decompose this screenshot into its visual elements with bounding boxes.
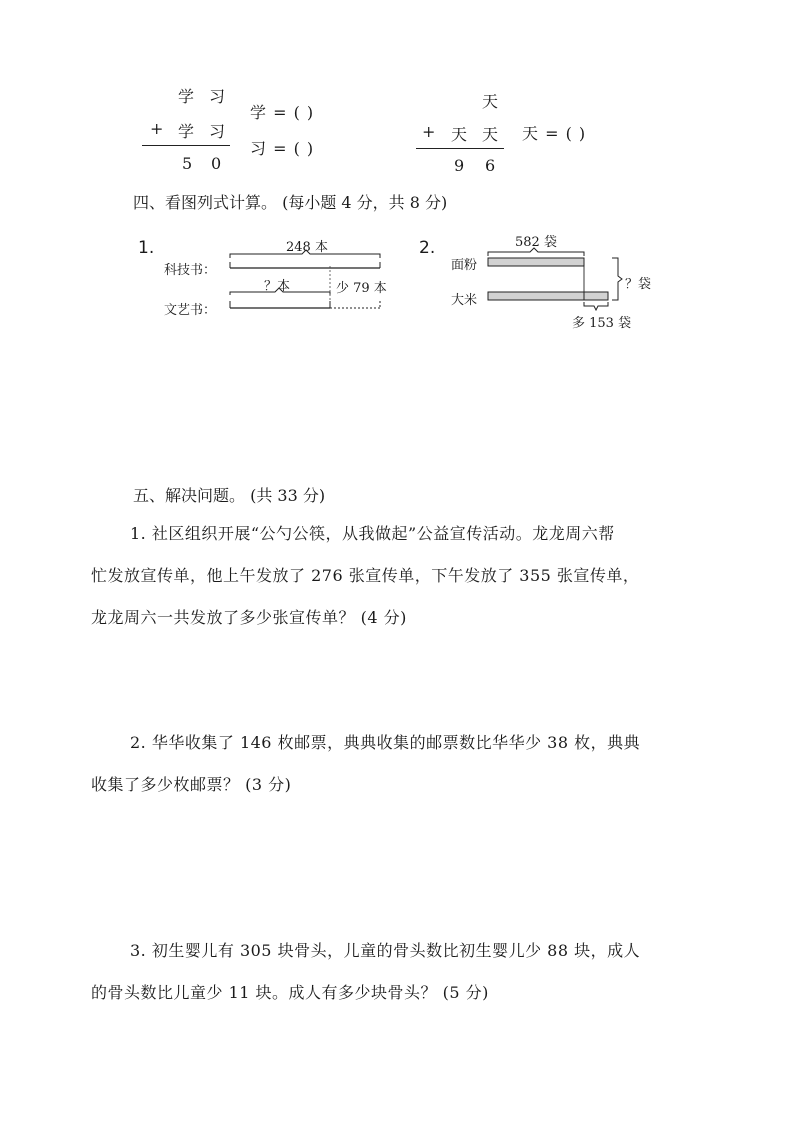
diagram2-row1-bar	[488, 258, 584, 266]
diagram1-total-label: 248 本	[286, 240, 328, 255]
diagram1-top-brace	[230, 250, 380, 258]
diagram1-number: 1.	[138, 238, 155, 258]
diagram2-top-brace	[488, 248, 584, 256]
puzzle2-bottom-digit2: 天	[482, 125, 499, 144]
diagram2-flour-label: 582 袋	[515, 235, 557, 250]
puzzle1-answer-2: 习 = ( )	[250, 139, 315, 158]
question1-line2: 忙发放宣传单，他上午发放了 276 张宣传单，下午发放了 355 张宣传单，	[91, 566, 640, 585]
puzzle1-top-digit1: 学	[178, 87, 195, 106]
puzzle2-result-digit2: 6	[485, 156, 496, 175]
diagram2-row1-label: 面粉	[451, 258, 478, 273]
puzzle2-plus-sign: +	[422, 122, 436, 141]
question2-line2: 收集了多少枚邮票？ (3 分)	[91, 775, 292, 794]
puzzle1-result-digit2: 0	[211, 154, 222, 173]
puzzle1-answer-1: 学 = ( )	[250, 103, 315, 122]
puzzle1-plus-sign: +	[150, 119, 164, 138]
diagram2-total-label: ？袋	[625, 277, 652, 292]
diagram1-unknown-label: ？本	[264, 279, 291, 294]
section5-heading: 五、解决问题。 (共 33 分)	[133, 486, 326, 505]
puzzle2-answer: 天 = ( )	[522, 124, 587, 143]
diagram2-row2-bar	[488, 292, 584, 300]
diagram1-row2-label: 文艺书：	[164, 303, 217, 318]
puzzle1-top-digit2: 习	[209, 87, 226, 106]
puzzle1-bottom-digit1: 学	[178, 122, 195, 141]
diagram1-unknown-brace	[230, 288, 330, 295]
section4-heading: 四、看图列式计算。 (每小题 4 分，共 8 分)	[133, 193, 448, 212]
puzzle1-bottom-digit2: 习	[209, 122, 226, 141]
puzzle2-bottom-digit1: 天	[451, 125, 468, 144]
diagram2-bars	[484, 244, 626, 316]
diagram2-difference-brace	[584, 302, 608, 310]
diagram2-total-brace	[612, 258, 622, 300]
question2-line1: 2. 华华收集了 146 枚邮票，典典收集的邮票数比华华少 38 枚，典典	[130, 733, 641, 752]
question1-line1: 1. 社区组织开展“公勺公筷，从我做起”公益宣传活动。龙龙周六帮	[130, 524, 615, 543]
puzzle2-result-digit1: 9	[454, 156, 465, 175]
question3-line1: 3. 初生婴儿有 305 块骨头，儿童的骨头数比初生婴儿少 88 块，成人	[130, 941, 641, 960]
diagram1-difference-label: 少 79 本	[336, 281, 387, 296]
puzzle2-top-digit: 天	[482, 92, 499, 111]
puzzle1-result-digit1: 5	[182, 154, 193, 173]
diagram2-number: 2.	[419, 238, 436, 258]
diagram1-bars	[225, 248, 390, 316]
diagram2-row2-label: 大米	[451, 293, 478, 308]
diagram2-difference-bar	[584, 292, 608, 300]
puzzle1-sum-line	[142, 145, 230, 146]
diagram1-row1-label: 科技书：	[164, 263, 217, 278]
question1-line3: 龙龙周六一共发放了多少张宣传单？ (4 分)	[91, 608, 407, 627]
diagram2-difference-label: 多 153 袋	[572, 316, 632, 331]
question3-line2: 的骨头数比儿童少 11 块。成人有多少块骨头？ (5 分)	[91, 983, 489, 1002]
puzzle2-sum-line	[416, 148, 504, 149]
